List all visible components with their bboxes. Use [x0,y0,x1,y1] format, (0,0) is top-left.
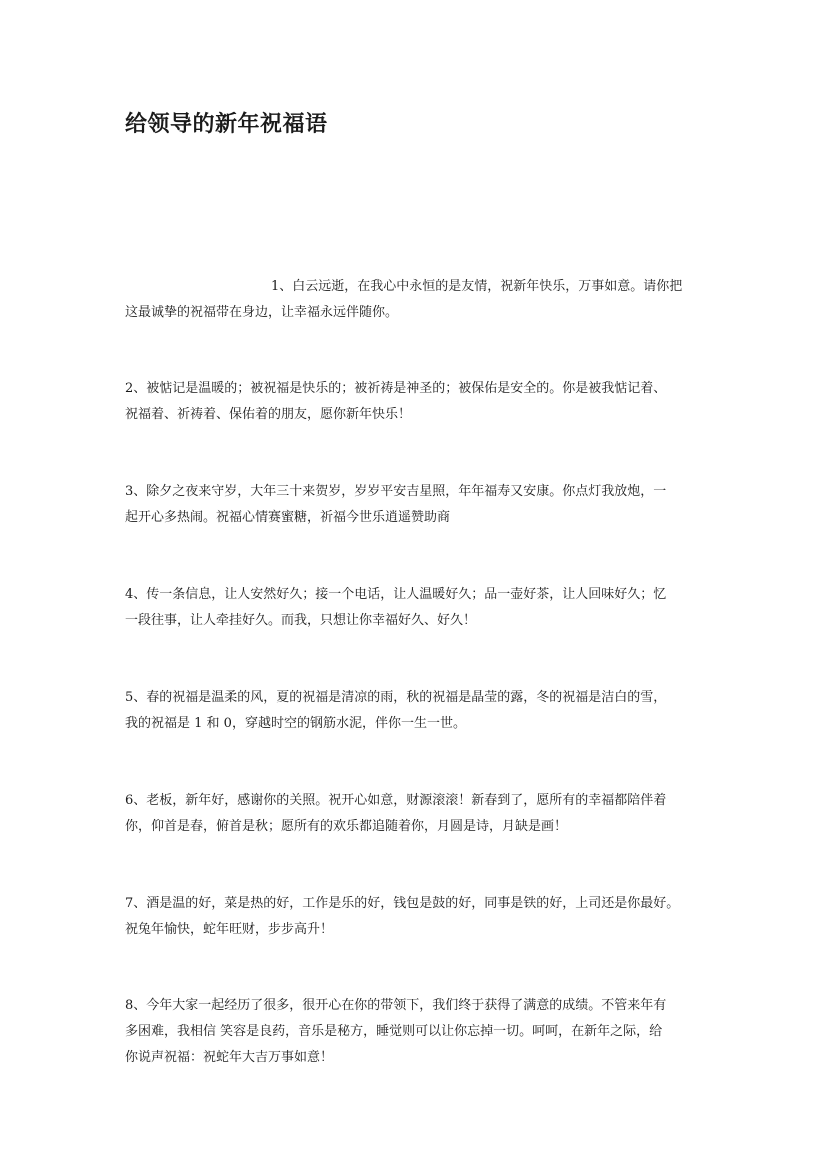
paragraph-line: 8、今年大家一起经历了很多，很开心在你的带领下，我们终于获得了满意的成绩。不管来年有 [125,998,667,1013]
paragraph-line: 我的祝福是 1 和 0，穿越时空的钢筋水泥，伴你一生一世。 [125,716,466,731]
paragraph-line: 起开心多热闹。祝福心情赛蜜糖，祈福今世乐逍遥赞助商 [125,510,451,525]
paragraph-line: 你，仰首是春，俯首是秋；愿所有的欢乐都追随着你，月圆是诗，月缺是画！ [125,819,568,834]
paragraph-line: 3、除夕之夜来守岁，大年三十来贺岁，岁岁平安吉星照，年年福寿又安康。你点灯我放炮，一 [125,484,667,499]
paragraph-line: 祝福着、祈祷着、保佑着的朋友，愿你新年快乐！ [125,407,412,422]
paragraph-line: 4、传一条信息，让人安然好久；接一个电话，让人温暖好久；品一壶好茶，让人回味好久；忆 [125,587,667,602]
paragraph-line: 一段往事，让人牵挂好久。而我，只想让你幸福好久、好久！ [125,613,477,628]
paragraph-line: 2、被惦记是温暖的；被祝福是快乐的；被祈祷是神圣的；被保佑是安全的。你是被我惦记着、 [125,381,667,396]
paragraph-line: 祝兔年愉快，蛇年旺财，步步高升！ [125,922,334,937]
greeting-paragraph-4 [125,582,715,634]
paragraph-line: 6、老板，新年好，感谢你的关照。祝开心如意，财源滚滚！新春到了，愿所有的幸福都陪伴着 [125,793,667,808]
greeting-paragraph-3 [125,479,715,531]
greeting-paragraph-7 [125,891,715,943]
paragraph-line: 多困难，我相信 笑容是良药，音乐是秘方，睡觉则可以让你忘掉一切。呵呵，在新年之际，给 [125,1024,663,1039]
greeting-paragraph-5 [125,685,715,737]
paragraph-line: 1、白云远逝，在我心中永恒的是友情，祝新年快乐，万事如意。请你把 [271,279,683,294]
greeting-paragraph-8 [125,993,715,1071]
greeting-paragraph-1 [125,274,715,326]
page-title: 给领导的新年祝福语 [125,111,328,137]
paragraph-line: 这最诚挚的祝福带在身边，让幸福永远伴随你。 [125,305,399,320]
greeting-paragraph-2 [125,376,715,428]
paragraph-line: 你说声祝福：祝蛇年大吉万事如意！ [125,1050,334,1065]
paragraph-line: 5、春的祝福是温柔的风，夏的祝福是清凉的雨，秋的祝福是晶莹的露，冬的祝福是洁白的雪， [125,690,667,705]
greeting-paragraph-6 [125,788,715,840]
paragraph-line: 7、酒是温的好，菜是热的好，工作是乐的好，钱包是鼓的好，同事是铁的好，上司还是你最好。 [125,896,680,911]
